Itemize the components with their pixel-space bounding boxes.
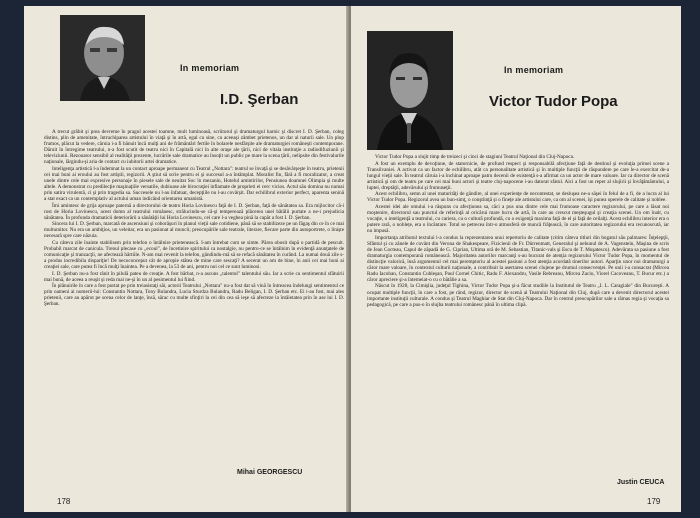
page-number: 179 bbox=[647, 497, 661, 506]
paragraph: A fost un exemplu de devoţiune, de statornicie, de profund respect şi responsabilă afecţiune faţă de destinul şi evoluţia primei scene a Transilvaniei. A activat ca un factor de echilibru, atât ca personalitate artistică şi în multiple funcţii de răspundere pe care le-a exercitat de-a lungul vieţii sale. În teatrul căruia i-a închinat aproape patru decenii de existenţă s-a afirmat ca un actor de mare valoare. Iar ca director de scenă artistică şi om de teatru pe care cei mai buni actori şi teatre cluj-napocene i-au datorat sfatul. Aici a fost un reper al slujirii şi învăţământului, a luptei, dreptăţii, adevărului şi frumuseţii. bbox=[367, 160, 669, 191]
portrait-photo-left bbox=[60, 15, 145, 101]
paragraph: Cu câteva zile înainte stabilisem prin telefon o întâlnire prietenească. I-am întrebat cum se simte. Părea obosit după o partidă de pescuit. Probabil marcat de canicula. Trenul plecase cu „ecoul", de încetinire spiritului ca nostalgie, nu pentru-ce se întâlnim în evidenţă anunţatele de comunicaţie şi tranzacţii, ne afectează hârtiile. N-am mai revenit la telefon, gândindu-mă să se refacă sănătatea în curând. La numai două zile s-a produs incredibila dispariţie! De necoconceput cât de apropie stătea de mine care sescaţi? A secerat un om de bine, în anii cei mai buni ai creaţiei sale, care putea fi încă mulţi înaintea. Pe a devenea, la 53 de ani, pentru noi cel ce sunt luminosi. bbox=[44, 239, 344, 271]
paragraph: În plânuirile în care a fost purtat pe prin treiasistaţi săi, actorii Teatrului „Nottara" nu-a fost dat să vină în întreacea îndelungi sentimentul ce prin oameni ai numerii-lui: Constantin Nottara, Tony Bulandra, Lucia Sturdza Bulandra, Radu Beligan, I. D. Şerban etc. Ei i-au fost, mai ales prietenii, care au apărut pe scena celor de lanţe, însă, sărac cu multe sfinţiri la cei din cea să ieşe să afecteze la întâietatea prin în ase lui I. D. Şerban. bbox=[44, 283, 344, 308]
paragraph: I. D. Şerban nu-a fost rânit în pilulă pateu de creaţie. A fost bărbat, n-a ascuns „talentul" talentului său. Iar a scrie cu sentimentul sfătuirii mai bună, de aceea a reuşit şi reda mai ne-şi în un al pesimentul lui fiind. bbox=[44, 270, 344, 283]
paragraph: Născut în 1928, la Cimişlia, judeţul Tighina, Victor Tudor Popa şi-a făcut studiile la Institutul de Teatru „I. L. Caragiale" din Bucureşti. A ocupat multiple funcţii, în care a fost, pe rând, regizor, director de scenă al Teatrului Naţional din Cluj, după care a devenit directorul acestei importante instituţii culturale. A condus şi Teatrul Maghiar de Stat din Cluj-Napoca. Dar în centrul preocupărilor sale a rămas regia şi vocaţia sa pedagogică, pe care a pus-o în slujba teatrului românesc până în ultima clipă. bbox=[367, 283, 669, 308]
left-page bbox=[24, 6, 349, 512]
paragraph: Victor Tudor Popa a slujit timp de treizeci şi cinci de stagiuni Teatrul Naţional din Cluj-Napoca. bbox=[375, 154, 575, 160]
article-title: Victor Tudor Popa bbox=[489, 93, 618, 110]
article-title: I.D. Şerban bbox=[220, 91, 299, 108]
paragraph: Acestei idei ale omului i-a răspuns cu afecţiunea sa, căci a pus una dintre cele mai frumoase caractere regizorului, pe care a lăsat noi moştenire, directorul sau punctul de referinţă al oricărui mare lucru de artă, în care au crescut meşteşugul şi creaţia scenei. Un om înalt, cu vocaţie, o inteligenţă a teatrului, cu cariera, cu o cultură profundă, cu o exigenţă maxima faţă de el şi faţă de ceilalţi. Acest echilibru interior era o putere rară, o noblețe, era o încântare. Totul se petrecea într-o atmosferă de muncă frăţească, în care autoritatea regizorului era recunoscută, iar nu impusă. bbox=[367, 203, 669, 235]
paragraph: Îmi amintesc de grija aproape paternă a directorului de teatru Horia Lovinescu faţă de I. D. Şerban, faţă de sănătatea sa. Era mijlocitor că-i rost de Horia Lovinescu, acest domn al teatrului românesc, strălucindu-se că-şi temperează plăcerea unei bătălii purtate a ne-i prejudicia sănătatea. În profunda dramaticii deteriorării a sănătăţii lui Horia Lovinescu, cel care l-a veghea pină la capăt a fost I. D. Şerban. bbox=[44, 202, 344, 221]
paragraph: Sincera lui I. D. Şerban, marcată de ascensiuni şi coborâşuri în planul vieţii sale cotidiene, până să se stabilizeze pe un făgaş din ce în ce mai multumitor. Nu era un ambiţios, un veleitar, era un pasionat al muncii; preocupările sale teatrale, literare, fiecare parte din autoportrete, o linişte necesară spre care năzuia. bbox=[44, 221, 344, 240]
section-label: In memoriam bbox=[504, 65, 564, 75]
article-body bbox=[44, 129, 344, 464]
right-page bbox=[351, 6, 681, 512]
paragraph: Importanţa atributul textului l-a condus la reprezentarea unui repertoriu de calitate (citim câteva titluri din bogatul său palmares: Înţelepţii, Sfântul şi cu zânele de cuvânt din Verona de Shakespeare, Fizicienii de Fr. Dürrenmatt, Generalul şi nebunul de A. Vagenstein, Maşina de scris de Jean Cocteau, Capul de zăpadă de G. Ciprian, Ultima oră de M. Sebastian, Titanic-vals şi Escu de T. Muşatescu). Adevărata sa pasiune a fost dramaturgia contemporană românească. Majoritatea autorilor marcanţi s-au bucurat de atenţia regizorului Victor Tudor Popa, în momentul de distincţie valorică, însă argumentul cel mai peremptoriu al acestei pasiuni a fost atenţia acordată tinerilor autori. Aparţin unor noi dramaturgi a căror mare valoare, în contextul culturii naţionale, a contribuit la asertarea scenei clujene pe drumul consecvenţei. Pe unii i-a consacrat (Mircea Radu Iacoban, Constantin Cubleşan, Paul Cornel Chitic, Radu F. Alexandru, Vasile Rebreanu, Mircea Zaciu, Viorel Cacoveanu, T. Bucur etc.) a căror apreciere şi-a întemeiat-o cu o bătălie a sa. bbox=[367, 234, 669, 283]
section-label: In memoriam bbox=[180, 63, 240, 73]
portrait-photo-right bbox=[367, 31, 453, 150]
author-signature: Justin CEUCA bbox=[617, 479, 665, 486]
paragraph: A trecut grăbit şi prea devreme în pragul acestei toamne, mult luminoasă, scriitorul şi dramaturgul harnic şi discret I. D. Şerban, coleg distins, plin de amenitate, întruchiparea artistului în viaţă şi în artă, egal cu sine, cu aceeaşi zâmbet prietenos, un dar al naturii sale. Un plop frumos, plăcut la vedere, căruia i-a fi bănuit încă mulţi ani de frământări fertile în bolarele nesfârşite ale dramaturgiei româneşti contemporane. Dăruit în întregime teatrului, n-a fost scutit de teatru nici în Capitală nici în alte oraşe ale ţării, nici de vitala instituţie a radiodifuziunii şi televiziunii. Rezonator sensibil al realităţii prezente, lucrările sale dramatice au însoţit un public pe mare la scena ţării, nelipsite din festivalurile naţionale, lărgindu-şi aria de contact cu iubitorii artei dramatice. bbox=[44, 129, 344, 166]
page-number: 178 bbox=[57, 497, 71, 506]
article-body bbox=[367, 154, 669, 476]
author-signature: Mihai GEORGESCU bbox=[237, 469, 303, 476]
paragraph: Inteligenţa artistică l-a îndemnat la un contact aproape permanent cu Teatrul „Nottara": teatrul se învaţă şi se desăvârşeşte în teatru, prietenii cei mai buni ai eroului au fost artiştii, regizorii. A ştiut să scrie pentru ei şi succesul a-a întâmplat. Moralist fin, fără a fi moralizator, a creat unele dintre cele mai expresive personaje în piesele sale de neuitat Soc în mezanin, Hotelul amintirilor, Pensiunea doamnei Olimpia şi multe altele. A demonstrat cu predilecţie maşinaţiile versatile, dubioase ale birocraţiei inflamate de proprieti ei cerc vicios. Actul său domina nu numai prin satira virulentă, ci şi prin tragedia sa. Succesele nu l-au înfatuat, decepţiile nu l-au covârşit. Dar echilibrul exterior perfect, aparenta senină a stat exact ca un contemplativ al actului uman indicând orientarea umanistă. bbox=[44, 165, 344, 203]
paragraph: Acest echilibru, semn al unei maturităţi de gândire, al unei experienţe de necontestat, se desluşea ne-a săşei în felul de a fi, de a lucra al lui Victor Tudor Popa. Regizorul avea un bun-simţ, o conştiinţă şi o fineţe ale artistului care, ca om al scenei, îşi punea operele de calitate şi noblee. bbox=[367, 191, 669, 204]
